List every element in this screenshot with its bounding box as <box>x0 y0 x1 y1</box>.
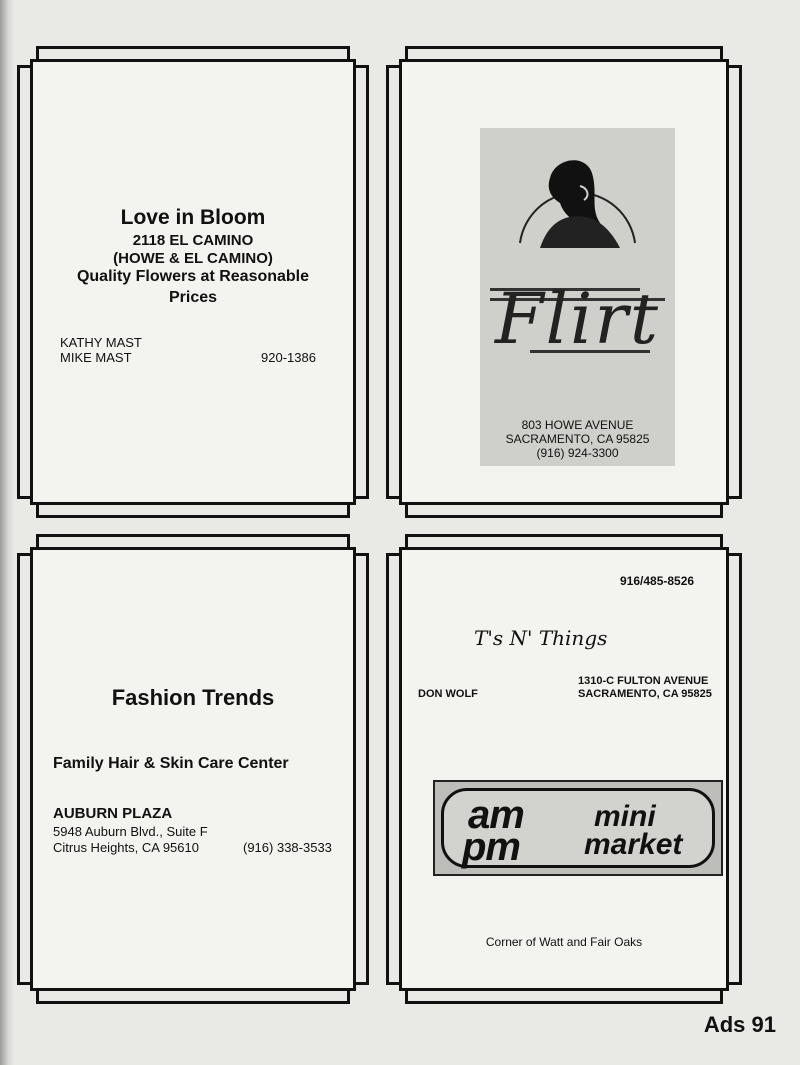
phone-number: 920-1386 <box>261 350 316 365</box>
flirt-logo-text: Flirt <box>495 278 660 360</box>
love-in-bloom-ad <box>17 46 369 518</box>
shop-tagline: Family Hair & Skin Care Center <box>53 755 289 772</box>
page-footer: Ads 91 <box>703 1012 776 1037</box>
shop-city: SACRAMENTO, CA 95825 <box>578 688 712 700</box>
flirt-phone: (916) 924-3300 <box>536 446 619 460</box>
ampm-mini-text: mini <box>594 800 656 833</box>
tagline-line1: Quality Flowers at Reasonable <box>76 268 310 285</box>
ampm-am-text: am <box>468 793 524 837</box>
cross-streets: (HOWE & EL CAMINO) <box>113 250 273 267</box>
shop-address: 2118 EL CAMINO <box>132 232 254 249</box>
contact-name: KATHY MAST <box>60 335 142 350</box>
fashion-trends-ad <box>17 534 369 1004</box>
ampm-pm-text: pm <box>462 825 520 869</box>
shop-address: 1310-C FULTON AVENUE <box>578 675 709 687</box>
flirt-address: 803 HOWE AVENUE <box>521 418 634 432</box>
location-note: Corner of Watt and Fair Oaks <box>485 935 643 949</box>
phone-number: 916/485-8526 <box>620 574 695 588</box>
phone-number: (916) 338-3533 <box>243 840 332 855</box>
ampm-market-text: market <box>584 828 683 861</box>
contact-name: MIKE MAST <box>60 350 132 365</box>
flirt-city: SACRAMENTO, CA 95825 <box>505 432 650 446</box>
shop-address: 5948 Auburn Blvd., Suite F <box>53 824 208 839</box>
plaza-name: AUBURN PLAZA <box>53 805 173 822</box>
shop-name: Fashion Trends <box>111 685 275 710</box>
ts-n-things-ad <box>386 534 742 1004</box>
contact-name: DON WOLF <box>418 688 478 700</box>
woman-illustration <box>480 138 675 268</box>
binding-spine <box>0 0 14 1065</box>
flirt-logo-panel <box>480 128 675 466</box>
tagline-line2: Prices <box>168 289 218 306</box>
shop-name: T's N' Things <box>474 626 608 650</box>
shop-name: Love in Bloom <box>120 206 266 229</box>
shop-city: Citrus Heights, CA 95610 <box>53 840 199 855</box>
flirt-ad <box>386 46 742 518</box>
ampm-logo <box>433 780 723 876</box>
